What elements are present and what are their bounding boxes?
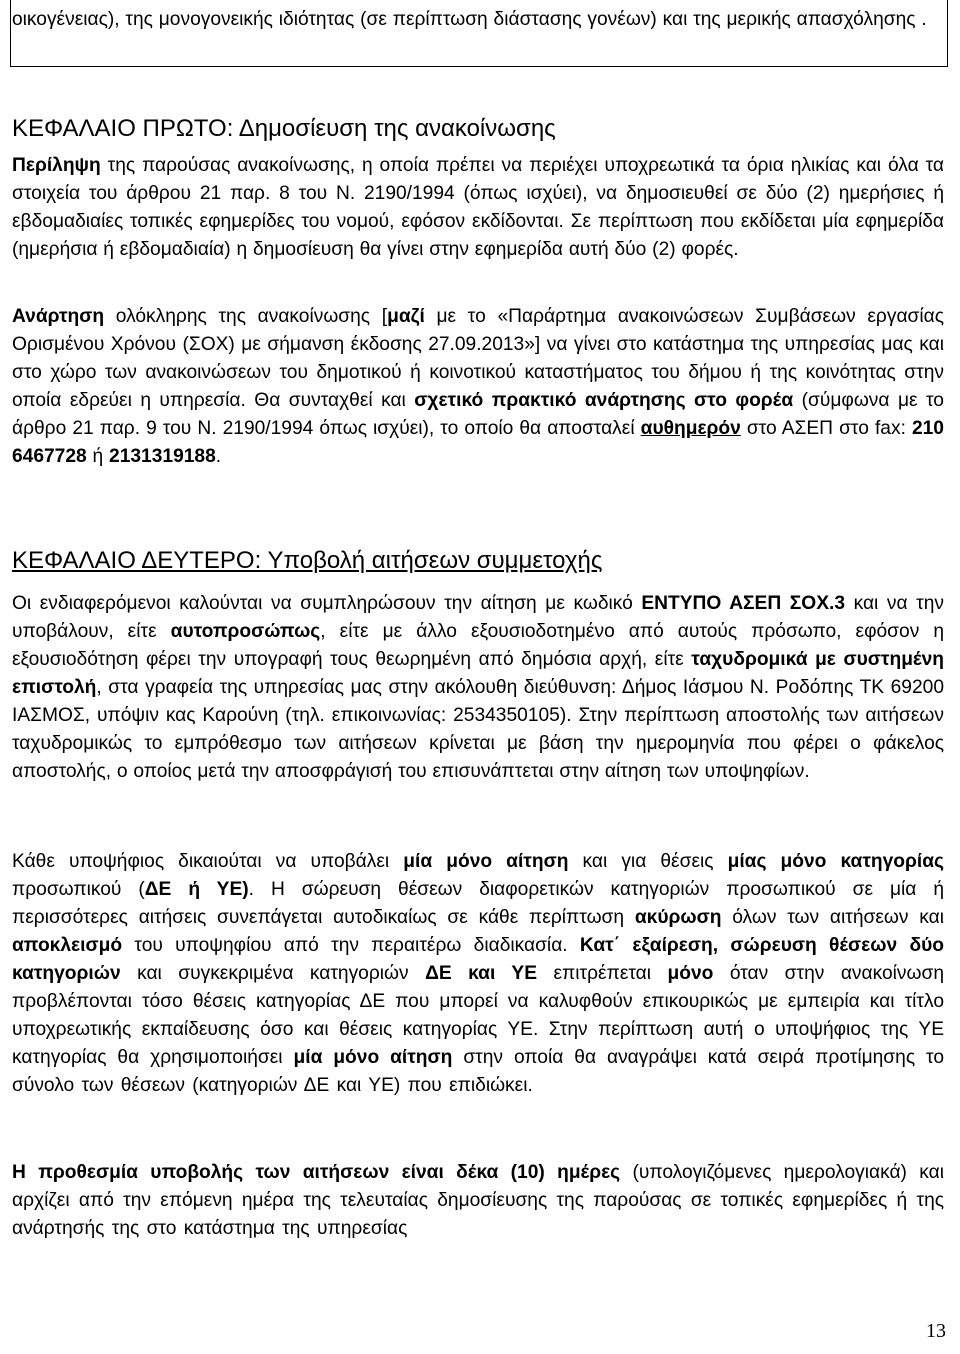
bold-text: μαζί [387,306,425,327]
bold-text: ταχυδρομικά με συστημένη επιστολή [12,649,944,698]
bold-underlined-text: αυθημερόν [640,418,741,439]
text: του υποψηφίου από την περαιτέρω διαδικασία. [122,935,580,956]
fax-number-2: 2131319188 [109,446,216,467]
text: Οι ενδιαφερόμενοι καλούνται να συμπληρώσουν την αίτηση με κωδικό [12,593,642,614]
text: στην οποία θα αναγράψει κατά σειρά προτίμησης το σύνολο των θέσεων (κατηγοριών ΔΕ και ΥΕ) που επιδιώκει. [12,1047,944,1096]
chapter2-title: ΚΕΦΑΛΑΙΟ ΔΕΥΤΕΡΟ: Υποβολή αιτήσεων συμμετοχής [12,547,603,574]
text: στο ΑΣΕΠ στο fax: [740,418,912,439]
intro-paragraph: οικογένειας), της μονογονεικής ιδιότητας (σε περίπτωση διάστασης γονέων) και της μερικής απασχόλησης . [12,9,927,30]
text: της παρούσας ανακοίνωσης, η οποία πρέπει να περιέχει υποχρεωτικά τα όρια ηλικίας και όλα τα στοιχεία του άρθρου 21 παρ. 8 του Ν. 2190/1994 (όπως ισχύει), να δημοσιευθεί σε δύο (2) ημερήσιες ή εβδομαδιαίες τοπικές εφημερίδες του νομού, εφόσον εκδίδονται. Σε περίπτωση που εκδίδεται μία εφημερίδα (ημερήσια ή εβδομαδιαία) η δημοσίευση θα γίνει στην εφημερίδα αυτή δύο (2) φορές. [12,155,944,260]
text: ολόκληρης της ανακοίνωσης [ [104,306,388,327]
bold-text: Περίληψη [12,155,101,176]
text: με το «Παράρτημα ανακοινώσεων Συμβάσεων εργασίας Ορισμένου Χρόνου (ΣΟΧ) με σήμανση έκδοσης 27.09.2013»] να γίνει στο κατάστημα της υπηρεσίας μας και στο χώρο των ανακοινώσεων του δημοτικού ή κοινοτικού καταστήματος του δήμου ή της κοινότητας στην οποία εδρεύει η υπηρεσία. Θα συνταχθεί και [12,306,944,411]
page-number: 13 [926,1320,946,1342]
chapter2-paragraph-3 [12,1159,944,1243]
fax-number-1: 210 6467728 [12,418,944,467]
text: ή [86,446,110,467]
bold-text: σχετικό πρακτικό ανάρτησης στο φορέα [414,390,794,411]
text: (σύμφωνα με το άρθρο 21 παρ. 9 του Ν. 2190/1994 όπως ισχύει), το οποίο θα αποσταλεί [12,390,944,439]
bold-text: μίας μόνο κατηγορίας [727,851,944,872]
text: , στα γραφεία της υπηρεσίας μας στην ακόλουθη διεύθυνση: Δήμος Ιάσμου Ν. Ροδόπης ΤΚ 69200 ΙΑΣΜΟΣ, υπόψιν κας Καρούνη (τηλ. επικοινωνίας: 2534350105). Στην περίπτωση αποστολής των αιτήσεων ταχυδρομικώς το εμπρόθεσμο των αιτήσεων κρίνεται με βάση την ημερομηνία που φέρει ο φάκελος αποστολής, ο οποίος μετά την αποσφράγισή του επισυνάπτεται στην αίτηση των υποψηφίων. [12,677,944,782]
bold-text: ΔΕ ή ΥΕ) [144,879,249,900]
form-code: ΕΝΤΥΠΟ ΑΣΕΠ ΣΟΧ.3 [641,593,846,614]
bold-text: ακύρωση [634,907,722,928]
bold-text: μία μόνο αίτηση [403,851,569,872]
text: . [215,446,222,467]
bold-text: ΔΕ και ΥΕ [425,963,538,984]
text: και για θέσεις [568,851,728,872]
chapter1-paragraph-1 [12,152,944,264]
text: και να την υποβάλουν, είτε [12,593,944,642]
text: προσωπικού ( [12,879,145,900]
text: Κάθε υποψήφιος δικαιούται να υποβάλει [12,851,404,872]
text: . Η σώρευση θέσεων διαφορετικών κατηγοριών προσωπικού σε μία ή περισσότερες αιτήσεις συνεπάγεται αυτοδικαίως σε κάθε περίπτωση [12,879,945,928]
chapter2-paragraph-1 [12,590,944,786]
text: (υπολογιζόμενες ημερολογιακά) και αρχίζει από την επόμενη ημέρα της τελευταίας δημοσίευσης της παρούσας σε τοπικές εφημερίδες ή της ανάρτησής της στο κατάστημα της υπηρεσίας [12,1162,945,1239]
text: επιτρέπεται [537,963,668,984]
bold-text: Κατ΄ εξαίρεση, σώρευση θέσεων δύο κατηγοριών [12,935,944,984]
bold-text: μόνο [667,963,714,984]
bold-text: Ανάρτηση [12,306,105,327]
text: και συγκεκριμένα κατηγοριών [120,963,426,984]
chapter1-paragraph-2 [12,303,944,471]
chapter2-paragraph-2 [12,848,944,1100]
bold-text: αυτοπροσώπως [170,621,321,642]
bold-text: αποκλεισμό [12,935,123,956]
bold-text: Η προθεσμία υποβολής των αιτήσεων είναι δέκα (10) ημέρες [12,1162,621,1183]
chapter1-title: ΚΕΦΑΛΑΙΟ ΠΡΩΤΟ: Δημοσίευση της ανακοίνωσης [12,115,556,142]
text: όλων των αιτήσεων και [721,907,944,928]
bold-text: μία μόνο αίτηση [293,1047,453,1068]
text: όταν στην ανακοίνωση προβλέπονται τόσο θέσεις κατηγορίας ΔΕ που μπορεί να καλυφθούν επικουρικώς με εμπειρία και τίτλο υποχρεωτικής εκπαίδευσης όσο και θέσεις κατηγορίας ΥΕ. Στην περίπτωση αυτή ο υποψήφιος της ΥΕ κατηγορίας θα χρησιμοποιήσει [12,963,944,1068]
text: , είτε με άλλο εξουσιοδοτημένο από αυτούς πρόσωπο, εφόσον η εξουσιοδότηση φέρει την υπογραφή τους θεωρημένη από δημόσια αρχή, είτε [12,621,944,670]
